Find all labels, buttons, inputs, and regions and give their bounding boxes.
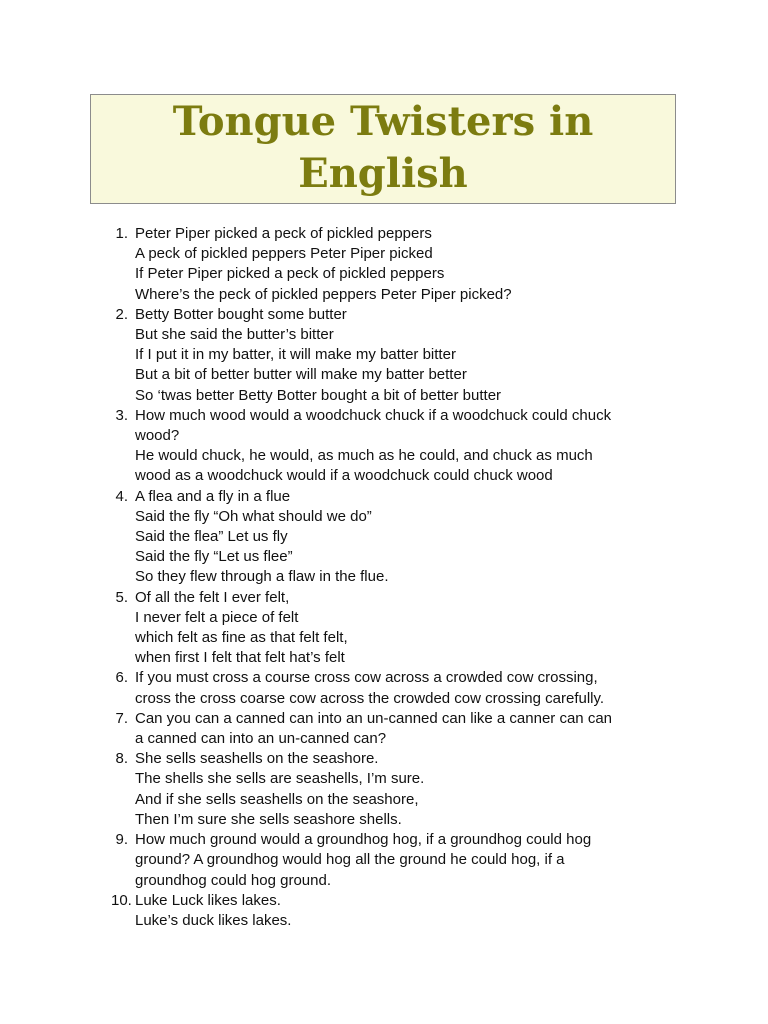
item-line: And if she sells seashells on the seashore, [135, 790, 419, 808]
item-number: 5. [115, 588, 128, 606]
item-line: If I put it in my batter, it will make my batter bitter [135, 346, 456, 364]
item-line: a canned can into an un-canned can? [135, 730, 387, 748]
title-line: Tongue Twisters in [172, 98, 594, 145]
item-line: How much wood would a woodchuck chuck if a woodchuck could chuck [135, 406, 612, 424]
item-line: Said the fly “Oh what should we do” [135, 507, 372, 525]
item-line: cross the cross coarse cow across the crowded cow crossing carefully. [135, 689, 605, 707]
list-item [108, 830, 708, 891]
list-item [108, 588, 708, 669]
item-line: ground? A groundhog would hog all the ground he could hog, if a [135, 851, 565, 869]
item-line: wood? [135, 427, 180, 445]
item-line: Then I’m sure she sells seashore shells. [135, 810, 402, 828]
item-line: Where’s the peck of pickled peppers Peter Piper picked? [135, 285, 512, 303]
item-line: A flea and a fly in a flue [135, 487, 291, 505]
item-line: He would chuck, he would, as much as he could, and chuck as much [135, 447, 593, 465]
item-line: I never felt a piece of felt [135, 608, 299, 626]
item-number: 3. [115, 406, 128, 424]
item-number: 2. [115, 305, 128, 323]
item-line: If Peter Piper picked a peck of pickled peppers [135, 265, 445, 283]
item-line: The shells she sells are seashells, I’m sure. [135, 770, 425, 788]
item-line: But a bit of better butter will make my batter better [135, 366, 467, 384]
item-line: So ‘twas better Betty Botter bought a bit of better butter [135, 386, 502, 404]
item-number: 7. [115, 709, 128, 727]
list-item [108, 749, 708, 830]
item-line: Can you can a canned can into an un-canned can like a canner can can [135, 709, 612, 727]
item-number: 4. [115, 487, 128, 505]
list-item [108, 709, 708, 749]
title-line: English [298, 150, 468, 197]
item-line: A peck of pickled peppers Peter Piper picked [135, 245, 433, 263]
item-line: wood as a woodchuck would if a woodchuck could chuck wood [135, 467, 553, 485]
title-box [90, 94, 676, 204]
item-line: She sells seashells on the seashore. [135, 750, 379, 768]
list-item [108, 891, 708, 931]
document-title [91, 95, 675, 200]
item-line: But she said the butter’s bitter [135, 326, 334, 344]
tongue-twister-list [108, 224, 708, 931]
item-number: 9. [115, 831, 128, 849]
item-line: Said the flea” Let us fly [135, 528, 288, 546]
item-number: 10. [111, 891, 132, 909]
list-item [108, 668, 708, 708]
item-line: which felt as fine as that felt felt, [135, 629, 348, 647]
list-item [108, 224, 708, 305]
item-line: Peter Piper picked a peck of pickled peppers [135, 225, 432, 242]
item-line: groundhog could hog ground. [135, 871, 331, 889]
item-line: Betty Botter bought some butter [135, 305, 347, 323]
item-number: 6. [115, 669, 128, 687]
item-line: Of all the felt I ever felt, [135, 588, 290, 606]
item-line: when first I felt that felt hat’s felt [135, 649, 345, 667]
item-line: Luke’s duck likes lakes. [135, 911, 292, 929]
item-number: 1. [115, 225, 128, 242]
item-line: Said the fly “Let us flee” [135, 548, 293, 566]
list-item [108, 305, 708, 406]
list-item [108, 406, 708, 487]
item-line: If you must cross a course cross cow across a crowded cow crossing, [135, 669, 598, 687]
item-line: How much ground would a groundhog hog, if a groundhog could hog [135, 831, 592, 849]
list-item [108, 487, 708, 588]
item-line: So they flew through a flaw in the flue. [135, 568, 389, 586]
item-number: 8. [115, 750, 128, 768]
item-line: Luke Luck likes lakes. [135, 891, 281, 909]
